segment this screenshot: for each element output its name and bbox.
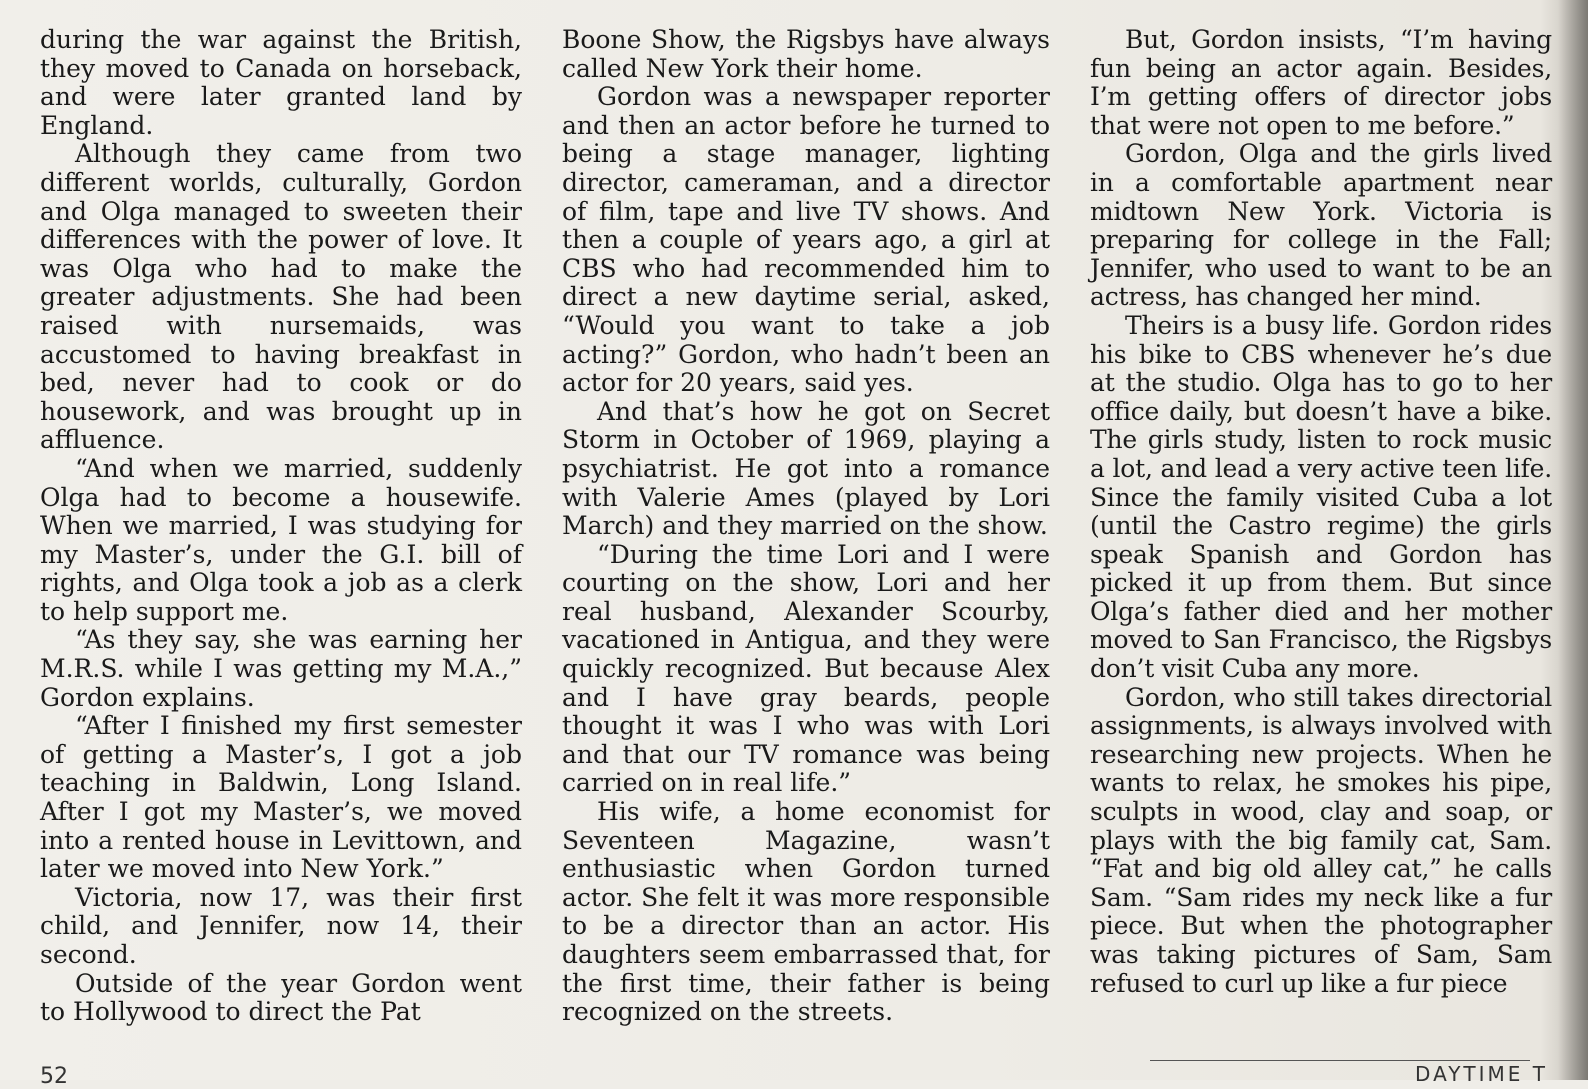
paragraph: “After I finished my first semester of getting a Master’s, I got a job teaching in Baldwin, Long Island. After I got my Master’s, we moved into a rented house in Levittown, and later we moved into New York.” [40,711,522,884]
article-column-1 [40,26,522,1027]
footer-rule [1150,1060,1530,1061]
paragraph: Gordon, who still takes directorial assignments, is always involved with researching new projects. When he wants to relax, he smokes his pipe, sculpts in wood, clay and soap, or plays with the big family cat, Sam. “Fat and big old alley cat,” he calls Sam. “Sam rides my neck like a fur piece. But when the photographer was taking pictures of Sam, Sam refused to curl up like a fur piece [1090,682,1552,998]
page-edge-shadow [1558,0,1588,1080]
paragraph: Gordon was a newspaper reporter and then an actor before he turned to being a stage manager, lighting director, cameraman, and a director of film, tape and live TV shows. And then a couple of years ago, a girl at CBS who had recommended him to direct a new daytime serial, asked, “Would you want to take a job acting?” Gordon, who hadn’t been an actor for 20 years, said yes. [562,82,1050,398]
running-title: DAYTIME T [1415,1062,1548,1086]
paragraph: “As they say, she was earning her M.R.S. while I was getting my M.A.,” Gordon explains. [40,625,522,712]
paragraph: Victoria, now 17, was their first child, and Jennifer, now 14, their second. [40,882,522,969]
paragraph: during the war against the British, they moved to Canada on horseback, and were later granted land by England. [40,25,522,140]
paragraph: Although they came from two different worlds, culturally, Gordon and Olga managed to sweeten their differences with the power of love. It was Olga who had to make the greater adjustments. She had been raised with nursemaids, was accustomed to having breakfast in bed, never had to cook or do housework, and was brought up in affluence. [40,139,522,455]
paragraph: But, Gordon insists, “I’m having fun being an actor again. Besides, I’m getting offers of director jobs that were not open to me before.” [1090,25,1552,140]
paragraph: His wife, a home economist for Seventeen Magazine, wasn’t enthusiastic when Gordon turned actor. She felt it was more responsible to be a director than an actor. His daughters seem embarrassed that, for the first time, their father is being recognized on the streets. [562,797,1050,1027]
paragraph: Theirs is a busy life. Gordon rides his bike to CBS whenever he’s due at the studio. Olga has to go to her office daily, but doesn’t have a bike. The girls study, listen to rock music a lot, and lead a very active teen life. Since the family visited Cuba a lot (until the Castro regime) the girls speak Spanish and Gordon has picked it up from them. But since Olga’s father died and her mother moved to San Francisco, the Rigsbys don’t visit Cuba any more. [1090,310,1552,684]
article-column-2 [562,26,1050,1027]
paragraph: And that’s how he got on Secret Storm in October of 1969, playing a psychiatrist. He got into a romance with Valerie Ames (played by Lori March) and they married on the show. [562,396,1050,541]
paragraph: “And when we married, suddenly Olga had to become a housewife. When we married, I was studying for my Master’s, under the G.I. bill of rights, and Olga took a job as a clerk to help support me. [40,453,522,626]
paragraph: Boone Show, the Rigsbys have always called New York their home. [562,25,1050,83]
paragraph: Gordon, Olga and the girls lived in a comfortable apartment near midtown New York. Victoria is preparing for college in the Fall; Jennifer, who used to want to be an actress, has changed her mind. [1090,139,1552,312]
paragraph: “During the time Lori and I were courting on the show, Lori and her real husband, Alexander Scourby, vacationed in Antigua, and they were quickly recognized. But because Alex and I have gray beards, people thought it was I who was with Lori and that our TV romance was being carried on in real life.” [562,539,1050,798]
article-column-3 [1090,26,1552,998]
paragraph: Outside of the year Gordon went to Hollywood to direct the Pat [40,968,522,1027]
page-number: 52 [40,1064,68,1089]
